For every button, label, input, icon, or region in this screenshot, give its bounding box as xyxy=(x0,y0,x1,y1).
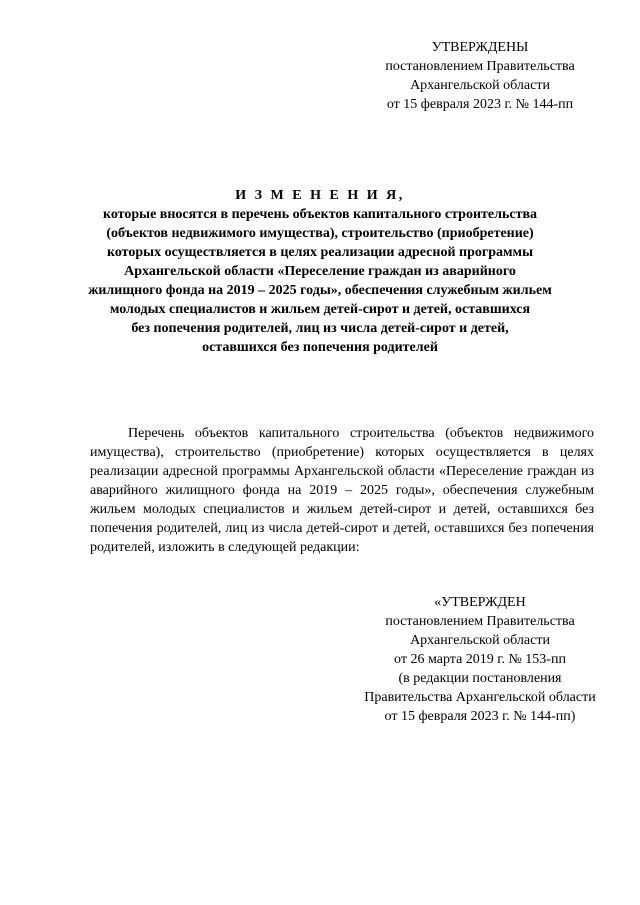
approval-date-number: от 15 февраля 2023 г. № 144-пп xyxy=(386,97,574,112)
quote-approval-date-number: от 26 марта 2019 г. № 153-пп xyxy=(394,652,566,667)
approval-issuer: постановлением Правительства xyxy=(385,59,575,74)
body-paragraph: Перечень объектов капитального строительства (объектов недвижимого имущества), строительство (приобретение) которых осуществляется в целях реализации адресной программы Архангельской области «Переселение граждан из аварийного жилищного фонда на 2019 – 2025 годы», обеспечения служебным жильем молодых специалистов и жильем детей-сирот и детей, оставшихся без попечения родителей, лиц из числа детей-сирот и детей, оставшихся без попечения родителей, изложить в следующей редакции: xyxy=(90,426,594,555)
title-line: которые вносятся в перечень объектов капитального строительства xyxy=(102,207,538,222)
quote-approval-status: «УТВЕРЖДЕН xyxy=(434,595,526,610)
title-line: (объектов недвижимого имущества), строительство (приобретение) xyxy=(106,226,534,241)
quote-approval-issuer: постановлением Правительства xyxy=(385,614,575,629)
approval-region: Архангельской области xyxy=(410,78,550,93)
approval-stamp-quote xyxy=(330,593,630,726)
title-line: жилищного фонда на 2019 – 2025 годы», обеспечения служебным жильем xyxy=(88,283,552,298)
title-heading: И З М Е Н Е Н И Я, xyxy=(235,188,405,203)
approval-stamp-header xyxy=(340,38,620,114)
title-line: оставшихся без попечения родителей xyxy=(202,340,438,355)
approval-status: УТВЕРЖДЕНЫ xyxy=(431,40,529,55)
quote-approval-region: Архангельской области xyxy=(410,633,550,648)
document-title xyxy=(80,186,560,357)
quote-revision-issuer: Правительства Архангельской области xyxy=(364,690,596,705)
quote-revision-note: (в редакции постановления xyxy=(398,671,562,686)
title-line: которых осуществляется в целях реализации адресной программы xyxy=(106,245,534,260)
title-line: Архангельской области «Переселение граждан из аварийного xyxy=(124,264,516,279)
title-line: молодых специалистов и жильем детей-сирот и детей, оставшихся xyxy=(109,302,531,317)
quote-revision-date-number: от 15 февраля 2023 г. № 144-пп) xyxy=(384,709,576,724)
title-line: без попечения родителей, лиц из числа детей-сирот и детей, xyxy=(131,321,509,336)
